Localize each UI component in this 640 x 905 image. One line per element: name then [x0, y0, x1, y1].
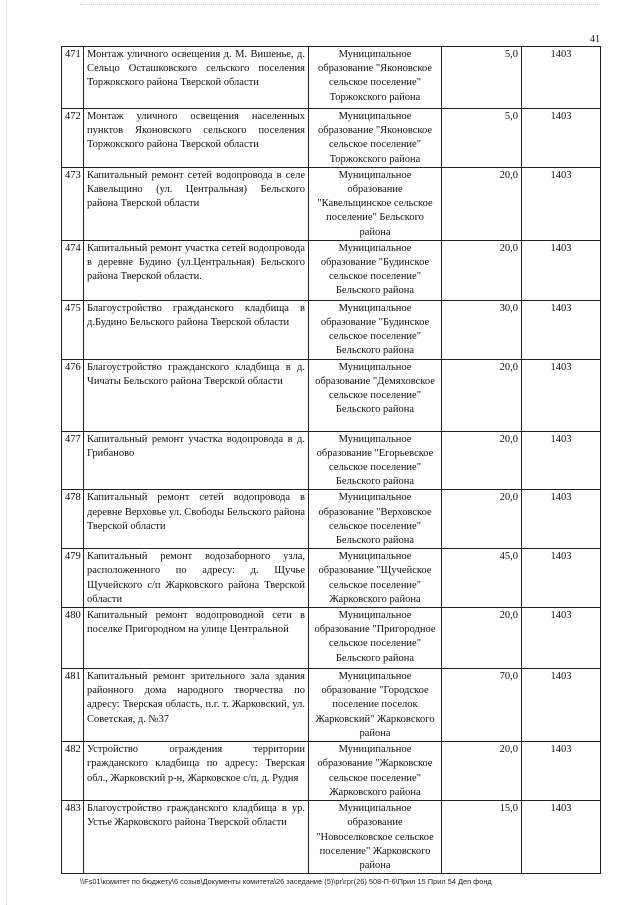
appropriations-table [61, 46, 601, 874]
row-number: 475 [62, 300, 84, 359]
amount: 20,0 [442, 359, 522, 431]
row-number: 480 [62, 608, 84, 669]
table-row [62, 47, 601, 109]
municipality: Муниципальное образование "Егорьевское сельское поселение" Бельского района [309, 431, 442, 490]
code: 1403 [522, 549, 601, 608]
table-row [62, 240, 601, 300]
municipality: Муниципальное образование "Яконовское сельское поселение" Торжокского района [309, 47, 442, 109]
municipality: Муниципальное образование "Городское поселение поселок Жарковский" Жарковского района [309, 669, 442, 742]
municipality: Муниципальное образование "Будинское сельское поселение" Бельского района [309, 300, 442, 359]
table-row [62, 490, 601, 549]
scan-edge-line [6, 0, 8, 905]
municipality: Муниципальное образование "Демяховское сельское поселение" Бельского района [309, 359, 442, 431]
table-row [62, 742, 601, 801]
object-name: Капитальный ремонт участка водопровода в д. Грибаново [84, 431, 309, 490]
table-row [62, 167, 601, 240]
amount: 20,0 [442, 167, 522, 240]
file-path-footer: \\Fs01\комитет по бюджету\6 созыв\Документы комитета\26 заседание (5)\рг\грг(26) 508-П-6\Прил 15 Прил 54 Деп фонд [80, 877, 492, 886]
amount: 70,0 [442, 669, 522, 742]
municipality: Муниципальное образование "Пригородное сельское поселение" Бельского района [309, 608, 442, 669]
table-row [62, 300, 601, 359]
municipality: Муниципальное образование "Новоселковское сельское поселение" Жарковского района [309, 801, 442, 874]
municipality: Муниципальное образование "Верховское сельское поселение" Бельского района [309, 490, 442, 549]
amount: 45,0 [442, 549, 522, 608]
table-row [62, 608, 601, 669]
object-name: Капитальный ремонт водопроводной сети в поселке Пригородном на улице Центральной [84, 608, 309, 669]
municipality: Муниципальное образование "Кавельщинское сельское поселение" Бельского района [309, 167, 442, 240]
amount: 5,0 [442, 109, 522, 168]
table-row [62, 669, 601, 742]
code: 1403 [522, 608, 601, 669]
row-number: 483 [62, 801, 84, 874]
code: 1403 [522, 109, 601, 168]
row-number: 479 [62, 549, 84, 608]
object-name: Капитальный ремонт сетей водопровода в деревне Верховье ул. Свободы Бельского района Тверской области [84, 490, 309, 549]
code: 1403 [522, 431, 601, 490]
table-row [62, 549, 601, 608]
amount: 20,0 [442, 490, 522, 549]
object-name: Капитальный ремонт водозаборного узла, расположенного по адресу: д. Щучье Щучейского с/п Жарковского района Тверской области [84, 549, 309, 608]
object-name: Капитальный ремонт сетей водопровода в селе Кавельщино (ул. Центральная) Бельского района Тверской области [84, 167, 309, 240]
amount: 20,0 [442, 742, 522, 801]
row-number: 473 [62, 167, 84, 240]
amount: 30,0 [442, 300, 522, 359]
table-row [62, 801, 601, 874]
table-row [62, 109, 601, 168]
object-name: Благоустройство гражданского кладбища в д.Будино Бельского района Тверской области [84, 300, 309, 359]
amount: 5,0 [442, 47, 522, 109]
amount: 20,0 [442, 608, 522, 669]
code: 1403 [522, 300, 601, 359]
row-number: 477 [62, 431, 84, 490]
municipality: Муниципальное образование "Щучейское сельское поселение" Жарковского района [309, 549, 442, 608]
object-name: Благоустройство гражданского кладбища в ур. Устье Жарковского района Тверской области [84, 801, 309, 874]
object-name: Монтаж уличного освещения населенных пунктов Яконовского сельского поселения Торжокского района Тверской области [84, 109, 309, 168]
object-name: Монтаж уличного освещения д. М. Вишенье, д. Сельцо Осташковского сельского поселения Торжокского района Тверской области [84, 47, 309, 109]
page-number: 41 [590, 34, 600, 45]
amount: 15,0 [442, 801, 522, 874]
row-number: 476 [62, 359, 84, 431]
municipality: Муниципальное образование "Яконовское сельское поселение" Торжокского района [309, 109, 442, 168]
amount: 20,0 [442, 240, 522, 300]
code: 1403 [522, 167, 601, 240]
object-name: Капитальный ремонт участка сетей водопровода в деревне Будино (ул.Центральная) Бельского района Тверской области. [84, 240, 309, 300]
row-number: 474 [62, 240, 84, 300]
code: 1403 [522, 47, 601, 109]
code: 1403 [522, 669, 601, 742]
municipality: Муниципальное образование "Жарковское сельское поселение" Жарковского района [309, 742, 442, 801]
object-name: Капитальный ремонт зрительного зала здания районного дома народного творчества по адресу: Тверская область, п.г. т. Жарковский, ул. Советская, д. №37 [84, 669, 309, 742]
row-number: 481 [62, 669, 84, 742]
code: 1403 [522, 240, 601, 300]
object-name: Благоустройство гражданского кладбища в д. Чичаты Бельского района Тверской области [84, 359, 309, 431]
row-number: 472 [62, 109, 84, 168]
code: 1403 [522, 742, 601, 801]
table-row [62, 431, 601, 490]
row-number: 482 [62, 742, 84, 801]
row-number: 478 [62, 490, 84, 549]
code: 1403 [522, 801, 601, 874]
object-name: Устройство ограждения территории гражданского кладбища по адресу: Тверская обл., Жарковский р-н, Жарковское с/п, д. Рудня [84, 742, 309, 801]
row-number: 471 [62, 47, 84, 109]
table-row [62, 359, 601, 431]
scan-artifact-line [80, 4, 600, 6]
code: 1403 [522, 359, 601, 431]
code: 1403 [522, 490, 601, 549]
amount: 20,0 [442, 431, 522, 490]
municipality: Муниципальное образование "Будинское сельское поселение" Бельского района [309, 240, 442, 300]
